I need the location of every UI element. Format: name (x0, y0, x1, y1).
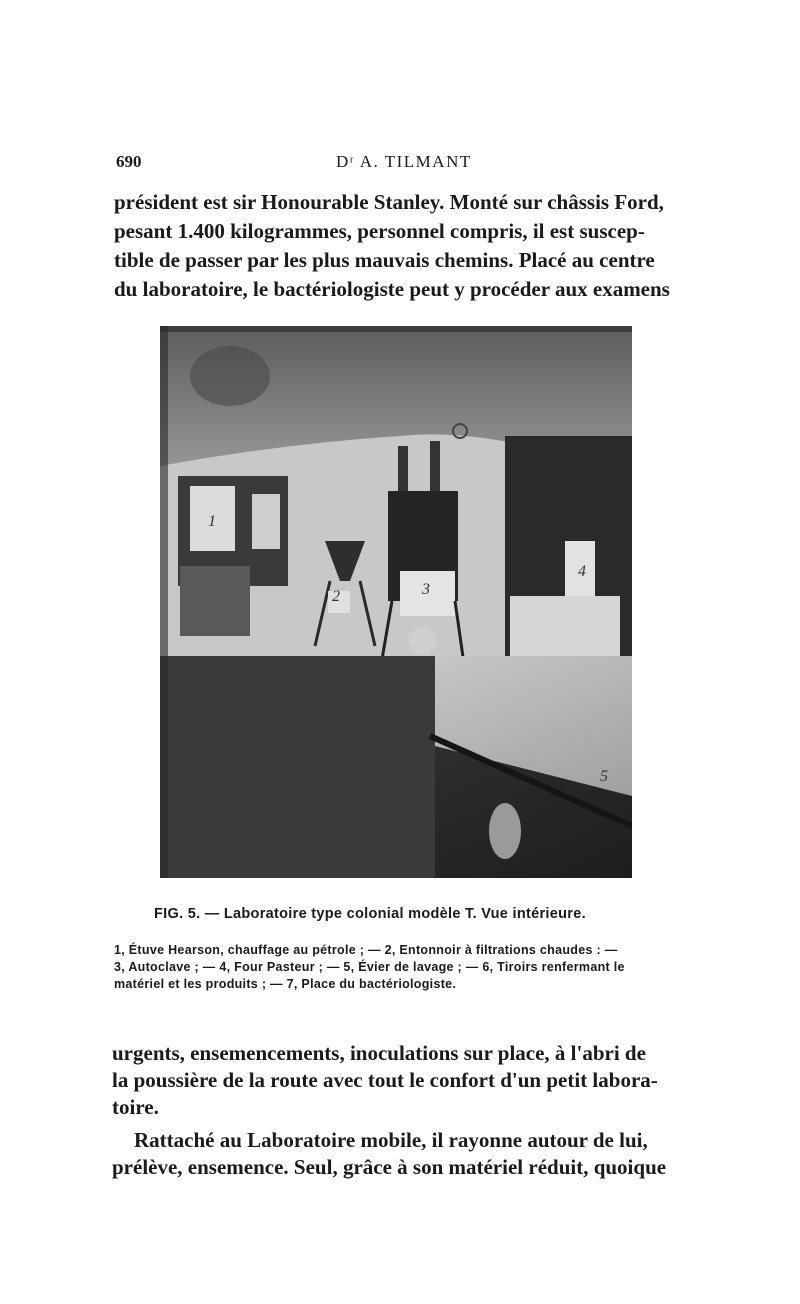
bottom-paragraphs (112, 1040, 686, 1181)
text-line: prélève, ensemence. Seul, grâce à son matériel réduit, quoique (112, 1155, 667, 1179)
running-head-author: Dʳ A. TILMANT (336, 152, 472, 171)
legend-line: 3, Autoclave ; — 4, Four Pasteur ; — 5, Évier de lavage ; — 6, Tiroirs renfermant le (114, 960, 625, 974)
page-number: 690 (116, 152, 142, 171)
legend-line: 1, Étuve Hearson, chauffage au pétrole ; — 2, Entonnoir à filtrations chaudes : — (114, 943, 618, 957)
figure-legend (114, 942, 686, 993)
running-head (116, 152, 682, 176)
top-paragraph (114, 188, 684, 304)
laboratory-interior-photo (160, 326, 632, 878)
photo-label: 3 (422, 581, 430, 598)
text-line: du laboratoire, le bactériologiste peut y procéder aux examens (114, 277, 670, 301)
text-line: la poussière de la route avec tout le confort d'un petit labora- (112, 1068, 658, 1092)
photo-label: 1 (208, 513, 216, 530)
figure-caption: FIG. 5. — Laboratoire type colonial modèle T. Vue intérieure. (154, 906, 586, 922)
text-line: Rattaché au Laboratoire mobile, il rayonne autour de lui, (134, 1128, 648, 1152)
photo-label: 5 (600, 768, 608, 785)
text-line: toire. (112, 1095, 159, 1119)
legend-line: matériel et les produits ; — 7, Place du bactériologiste. (114, 977, 457, 991)
photo-label: 2 (332, 588, 340, 605)
figure-photograph (160, 326, 632, 878)
text-line: tible de passer par les plus mauvais chemins. Placé au centre (114, 248, 655, 272)
photo-label: 4 (578, 563, 586, 580)
text-line: pesant 1.400 kilogrammes, personnel compris, il est suscep- (114, 219, 645, 243)
text-line: urgents, ensemencements, inoculations sur place, à l'abri de (112, 1041, 646, 1065)
text-line: président est sir Honourable Stanley. Monté sur châssis Ford, (114, 190, 664, 214)
